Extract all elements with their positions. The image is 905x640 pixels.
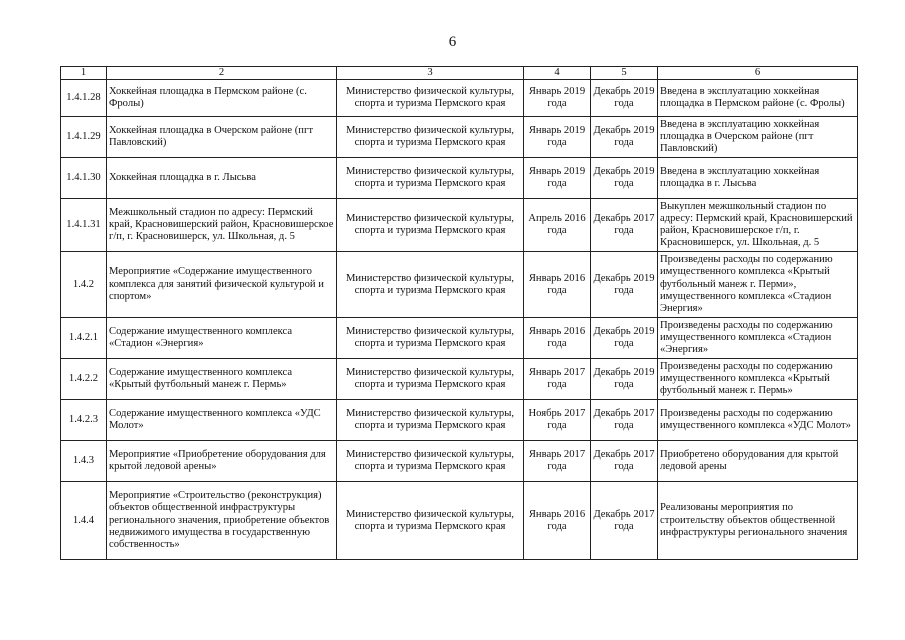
end-date-cell: Декабрь 2017 года — [591, 400, 658, 441]
start-date-cell: Январь 2017 года — [524, 441, 591, 482]
executor-cell: Министерство физической культуры, спорта и туризма Пермского края — [337, 441, 524, 482]
row-number-cell: 1.4.4 — [61, 482, 107, 560]
end-date-cell: Декабрь 2017 года — [591, 441, 658, 482]
end-date-cell: Декабрь 2019 года — [591, 117, 658, 158]
executor-cell: Министерство физической культуры, спорта и туризма Пермского края — [337, 400, 524, 441]
start-date-cell: Ноябрь 2017 года — [524, 400, 591, 441]
header-cell-2: 2 — [107, 67, 337, 80]
end-date-cell: Декабрь 2019 года — [591, 252, 658, 318]
executor-cell: Министерство физической культуры, спорта и туризма Пермского края — [337, 359, 524, 400]
row-number-cell: 1.4.2 — [61, 252, 107, 318]
result-cell: Произведены расходы по содержанию имущественного комплекса «Крытый футбольный манеж г. Перми», имущественного комплекса «Стадион Энергия» — [658, 252, 858, 318]
row-number-cell: 1.4.2.1 — [61, 318, 107, 359]
result-cell: Произведены расходы по содержанию имущественного комплекса «Крытый футбольный манеж г. Пермь» — [658, 359, 858, 400]
executor-cell: Министерство физической культуры, спорта и туризма Пермского края — [337, 199, 524, 252]
table-row — [61, 80, 858, 117]
row-number-cell: 1.4.1.31 — [61, 199, 107, 252]
result-cell: Введена в эксплуатацию хоккейная площадка в г. Лысьва — [658, 158, 858, 199]
table-row — [61, 117, 858, 158]
result-cell: Реализованы мероприятия по строительству объектов общественной инфраструктуры регионального значения — [658, 482, 858, 560]
activity-name-cell: Мероприятие «Содержание имущественного комплекса для занятий физической культурой и спортом» — [107, 252, 337, 318]
start-date-cell: Январь 2017 года — [524, 359, 591, 400]
activity-name-cell: Хоккейная площадка в Пермском районе (с. Фролы) — [107, 80, 337, 117]
executor-cell: Министерство физической культуры, спорта и туризма Пермского края — [337, 318, 524, 359]
activity-name-cell: Содержание имущественного комплекса «Крытый футбольный манеж г. Пермь» — [107, 359, 337, 400]
result-cell: Произведены расходы по содержанию имущественного комплекса «УДС Молот» — [658, 400, 858, 441]
table-row — [61, 252, 858, 318]
start-date-cell: Январь 2019 года — [524, 117, 591, 158]
result-cell: Введена в эксплуатацию хоккейная площадка в Пермском районе (с. Фролы) — [658, 80, 858, 117]
page-number: 6 — [448, 34, 457, 50]
start-date-cell: Январь 2016 года — [524, 482, 591, 560]
end-date-cell: Декабрь 2019 года — [591, 80, 658, 117]
row-number-cell: 1.4.1.29 — [61, 117, 107, 158]
start-date-cell: Январь 2019 года — [524, 158, 591, 199]
activity-name-cell: Межшкольный стадион по адресу: Пермский край, Красновишерский район, Красновишерское г/п, г. Красновишерск, ул. Школьная, д. 5 — [107, 199, 337, 252]
result-cell: Введена в эксплуатацию хоккейная площадка в Очерском районе (пгт Павловский) — [658, 117, 858, 158]
header-cell-4: 4 — [524, 67, 591, 80]
result-cell: Произведены расходы по содержанию имущественного комплекса «Стадион «Энергия» — [658, 318, 858, 359]
header-cell-1: 1 — [61, 67, 107, 80]
table-row — [61, 199, 858, 252]
activity-name-cell: Мероприятие «Строительство (реконструкция) объектов общественной инфраструктуры регионального значения, приобретение объектов недвижимого имущества в государственную собственность» — [107, 482, 337, 560]
table-row — [61, 359, 858, 400]
end-date-cell: Декабрь 2017 года — [591, 482, 658, 560]
activity-name-cell: Содержание имущественного комплекса «УДС Молот» — [107, 400, 337, 441]
activity-name-cell: Хоккейная площадка в Очерском районе (пгт Павловский) — [107, 117, 337, 158]
result-cell: Приобретено оборудования для крытой ледовой арены — [658, 441, 858, 482]
activity-name-cell: Хоккейная площадка в г. Лысьва — [107, 158, 337, 199]
table-row — [61, 158, 858, 199]
end-date-cell: Декабрь 2019 года — [591, 158, 658, 199]
table-row — [61, 318, 858, 359]
start-date-cell: Январь 2016 года — [524, 318, 591, 359]
start-date-cell: Апрель 2016 года — [524, 199, 591, 252]
executor-cell: Министерство физической культуры, спорта и туризма Пермского края — [337, 158, 524, 199]
result-cell: Выкуплен межшкольный стадион по адресу: Пермский край, Красновишерский район, Красновишерское г/п, г. Красновишерск, ул. Школьная, д. 5 — [658, 199, 858, 252]
row-number-cell: 1.4.3 — [61, 441, 107, 482]
report-table — [60, 66, 858, 560]
header-row — [61, 67, 858, 80]
end-date-cell: Декабрь 2017 года — [591, 199, 658, 252]
table-row — [61, 441, 858, 482]
end-date-cell: Декабрь 2019 года — [591, 318, 658, 359]
executor-cell: Министерство физической культуры, спорта и туризма Пермского края — [337, 252, 524, 318]
start-date-cell: Январь 2016 года — [524, 252, 591, 318]
header-cell-5: 5 — [591, 67, 658, 80]
executor-cell: Министерство физической культуры, спорта и туризма Пермского края — [337, 482, 524, 560]
executor-cell: Министерство физической культуры, спорта и туризма Пермского края — [337, 80, 524, 117]
activity-name-cell: Мероприятие «Приобретение оборудования для крытой ледовой арены» — [107, 441, 337, 482]
header-cell-6: 6 — [658, 67, 858, 80]
executor-cell: Министерство физической культуры, спорта и туризма Пермского края — [337, 117, 524, 158]
table-row — [61, 400, 858, 441]
end-date-cell: Декабрь 2019 года — [591, 359, 658, 400]
row-number-cell: 1.4.1.30 — [61, 158, 107, 199]
start-date-cell: Январь 2019 года — [524, 80, 591, 117]
header-cell-3: 3 — [337, 67, 524, 80]
activity-name-cell: Содержание имущественного комплекса «Стадион «Энергия» — [107, 318, 337, 359]
row-number-cell: 1.4.2.2 — [61, 359, 107, 400]
row-number-cell: 1.4.1.28 — [61, 80, 107, 117]
table-row — [61, 482, 858, 560]
row-number-cell: 1.4.2.3 — [61, 400, 107, 441]
